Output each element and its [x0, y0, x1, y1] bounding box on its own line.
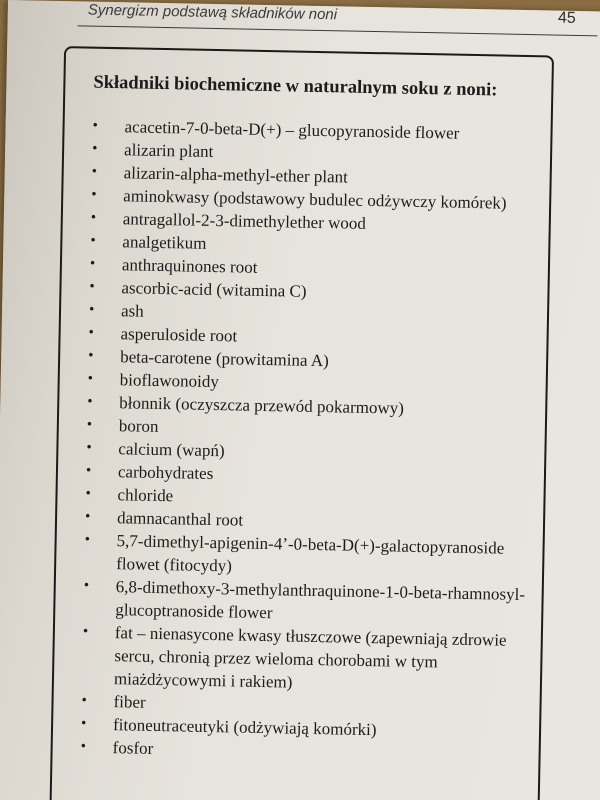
list-item-text: acacetin-7-0-beta-D(+) – glucopyranoside flower	[124, 117, 460, 143]
list-item-text: anthraquinones root	[121, 255, 258, 277]
ingredients-box	[49, 46, 554, 800]
running-header-title: Synergizm podstawą składników noni	[87, 1, 338, 24]
bullet-icon: •	[88, 324, 95, 341]
bullet-icon: •	[84, 531, 91, 548]
bullet-icon: •	[89, 278, 95, 295]
list-item-text: damnacanthal root	[116, 508, 244, 530]
bullet-icon: •	[92, 117, 99, 134]
list-item-text: aminokwasy (podstawowy budulec odżywczy komórek)	[123, 186, 507, 213]
bullet-icon: •	[91, 186, 97, 203]
list-item-text: błonnik (oczyszcza przewód pokarmowy)	[119, 393, 405, 418]
list-item-text: antragallol-2-3-dimethylether wood	[122, 209, 367, 233]
running-header	[78, 0, 598, 36]
bullet-icon: •	[90, 232, 96, 249]
list-item-text: bioflawonoidy	[119, 370, 220, 392]
bullet-icon: •	[88, 347, 94, 364]
list-item	[74, 620, 530, 698]
list-item-text: alizarin plant	[123, 140, 214, 161]
bullet-icon: •	[85, 462, 92, 479]
bullet-icon: •	[84, 508, 91, 525]
bullet-icon: •	[86, 439, 92, 456]
bullet-icon: •	[80, 715, 87, 732]
bullet-icon: •	[82, 623, 89, 640]
bullet-icon: •	[89, 255, 96, 272]
list-item-text: alizarin-alpha-methyl-ether plant	[123, 163, 349, 187]
bullet-icon: •	[90, 209, 97, 226]
page-number: 45	[557, 9, 576, 27]
bullet-icon: •	[87, 370, 94, 387]
list-item-text: fiber	[113, 692, 146, 712]
bullet-icon: •	[87, 393, 93, 410]
bullet-icon: •	[81, 692, 87, 709]
list-item-text: asperuloside root	[120, 324, 238, 346]
list-item-text: beta-carotene (prowitamina A)	[119, 347, 329, 371]
list-item-text: calcium (wapń)	[118, 439, 225, 461]
list-item-text: 6,8-dimethoxy-3-methylanthraquinone-1-0-beta-rhamnosyl-glucoptranoside flower	[115, 577, 526, 623]
list-item-text: ascorbic-acid (witamina C)	[121, 278, 307, 301]
list-item-text: ash	[120, 301, 144, 321]
ingredient-list	[72, 114, 539, 767]
list-item-text: boron	[118, 416, 159, 436]
list-item-text: fat – nienasycone kwasy tłuszczowe (zapewniają zdrowie sercu, chronią przez wieloma chorobami w tym miażdżycowymi i rakiem)	[113, 623, 507, 692]
bullet-icon: •	[91, 163, 98, 180]
list-item-text: analgetikum	[122, 232, 207, 253]
list-item-text: 5,7-dimethyl-apigenin-4’-0-beta-D(+)-galactopyranoside flowet (fitocydy)	[116, 531, 505, 576]
list-item-text: chloride	[117, 485, 174, 506]
bullet-icon: •	[85, 485, 91, 502]
list-item-text: fitoneutraceutyki (odżywiają komórki)	[112, 715, 377, 740]
bullet-icon: •	[80, 738, 87, 755]
bullet-icon: •	[86, 416, 93, 433]
box-title: Składniki biochemiczne w naturalnym soku z noni:	[93, 72, 498, 101]
bullet-icon: •	[88, 301, 95, 318]
list-item-text: fosfor	[112, 738, 154, 758]
list-item-text: carbohydrates	[117, 462, 214, 484]
bullet-icon: •	[92, 140, 98, 157]
bullet-icon: •	[83, 577, 90, 594]
